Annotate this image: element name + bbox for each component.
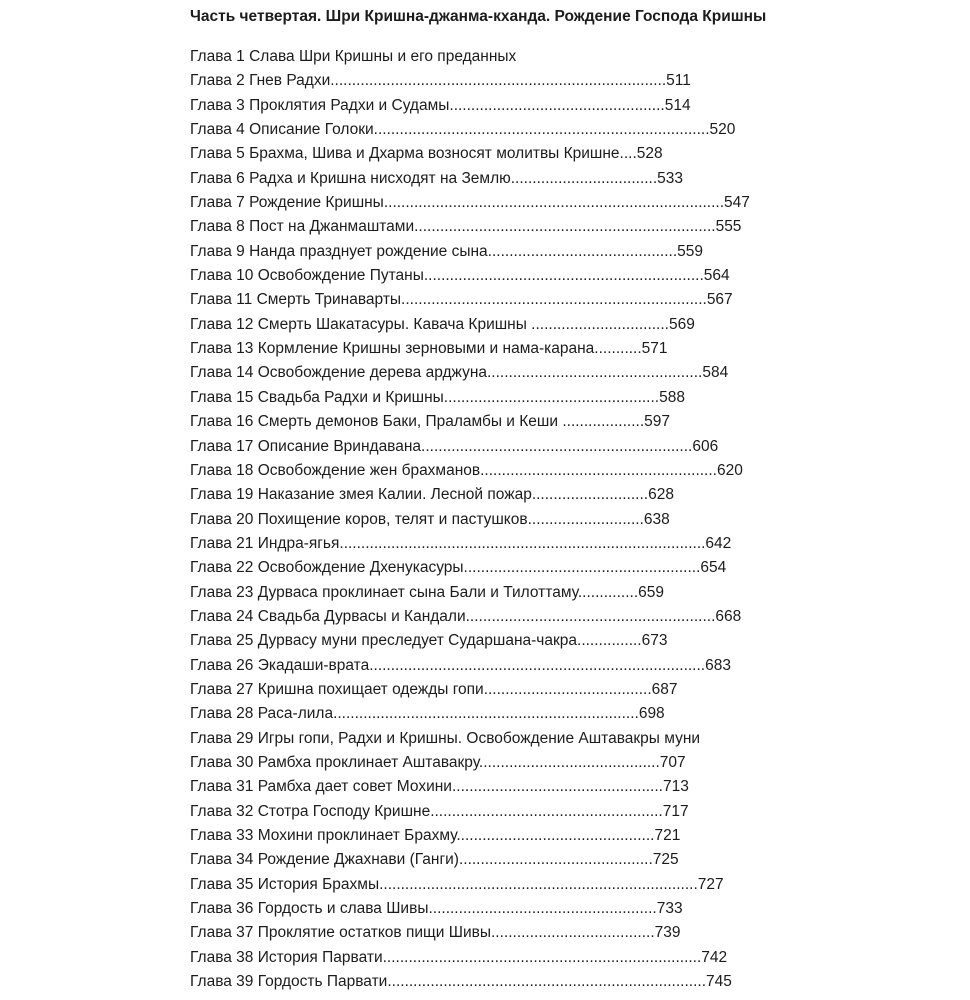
toc-item-38: Глава 38 История Парвати..........................................................................742 [190,948,728,966]
toc-item-1: Глава 1 Слава Шри Кришны и его преданных [190,48,517,65]
toc-item-4: Глава 4 Описание Голоки..............................................................................520 [190,121,736,139]
toc-item-17: Глава 17 Описание Вриндавана...............................................................606 [190,437,719,455]
section-title: Часть четвертая. Шри Кришна-джанма-кханда. Рождение Господа Кришны [190,8,767,25]
toc-item-21: Глава 21 Индра-ягья.....................................................................................642 [190,534,732,552]
toc-item-19: Глава 19 Наказание змея Калии. Лесной пожар...........................628 [190,486,674,504]
toc-item-6: Глава 6 Радха и Кришна нисходят на Землю..................................533 [190,169,684,187]
toc-item-18: Глава 18 Освобождение жен брахманов.......................................................620 [190,461,743,479]
toc-item-32: Глава 32 Стотра Господу Кришне......................................................717 [190,802,689,820]
table-of-contents [190,45,950,994]
toc-item-16: Глава 16 Смерть демонов Баки, Праламбы и Кеши ...................597 [190,413,671,431]
toc-item-34: Глава 34 Рождение Джахнави (Ганги).............................................725 [190,851,679,869]
toc-item-31: Глава 31 Рамбха дает совет Мохини.................................................713 [190,778,689,796]
toc-item-24: Глава 24 Свадьба Дурвасы и Кандали..........................................................668 [190,607,742,625]
toc-item-10: Глава 10 Освобождение Путаны.................................................................564 [190,267,730,285]
toc-item-35: Глава 35 История Брахмы..........................................................................727 [190,875,724,893]
toc-item-22: Глава 22 Освобождение Дхенукасуры.......................................................654 [190,559,727,577]
toc-item-33: Глава 33 Мохини проклинает Брахму..............................................721 [190,827,681,844]
toc-item-26: Глава 26 Экадаши-врата..............................................................................683 [190,656,731,674]
toc-item-13: Глава 13 Кормление Кришны зерновыми и нама-карана...........571 [190,340,668,358]
toc-item-20: Глава 20 Похищение коров, телят и пастушков...........................638 [190,510,670,528]
toc-item-14: Глава 14 Освобождение дерева арджуна..................................................584 [190,364,729,382]
toc-item-5: Глава 5 Брахма, Шива и Дхарма возносят молитвы Кришне....528 [190,145,663,163]
toc-item-23: Глава 23 Дурваса проклинает сына Бали и Тилоттаму..............659 [190,583,665,601]
toc-item-37: Глава 37 Проклятие остатков пищи Шивы......................................739 [190,924,681,942]
toc-item-3: Глава 3 Проклятия Радхи и Судамы..................................................514 [190,96,691,114]
toc-item-11: Глава 11 Смерть Тринаварты.......................................................................567 [190,291,733,309]
document-page [190,6,950,994]
toc-item-9: Глава 9 Нанда празднует рождение сына............................................559 [190,242,704,260]
toc-item-36: Глава 36 Гордость и слава Шивы.....................................................733 [190,900,683,918]
toc-item-2: Глава 2 Гнев Радхи..............................................................................511 [190,72,691,90]
toc-item-29: Глава 29 Игры гопи, Радхи и Кришны. Освобождение Аштавакры муни [190,729,701,747]
toc-item-15: Глава 15 Свадьба Радхи и Кришны..................................................588 [190,388,685,406]
toc-item-39: Глава 39 Гордость Парвати..........................................................................745 [190,973,732,991]
toc-item-25: Глава 25 Дурвасу муни преследует Сударшана-чакра...............673 [190,632,668,650]
toc-item-30: Глава 30 Рамбха проклинает Аштавакру..........................................707 [190,753,686,771]
toc-item-28: Глава 28 Раса-лила.......................................................................698 [190,705,665,723]
toc-item-8: Глава 8 Пост на Джанмаштами......................................................................555 [190,218,742,236]
toc-item-27: Глава 27 Кришна похищает одежды гопи.......................................687 [190,680,678,698]
toc-item-7: Глава 7 Рождение Кришны...............................................................................547 [190,194,750,212]
toc-item-12: Глава 12 Смерть Шакатасуры. Кавача Кришны ................................569 [190,315,695,333]
